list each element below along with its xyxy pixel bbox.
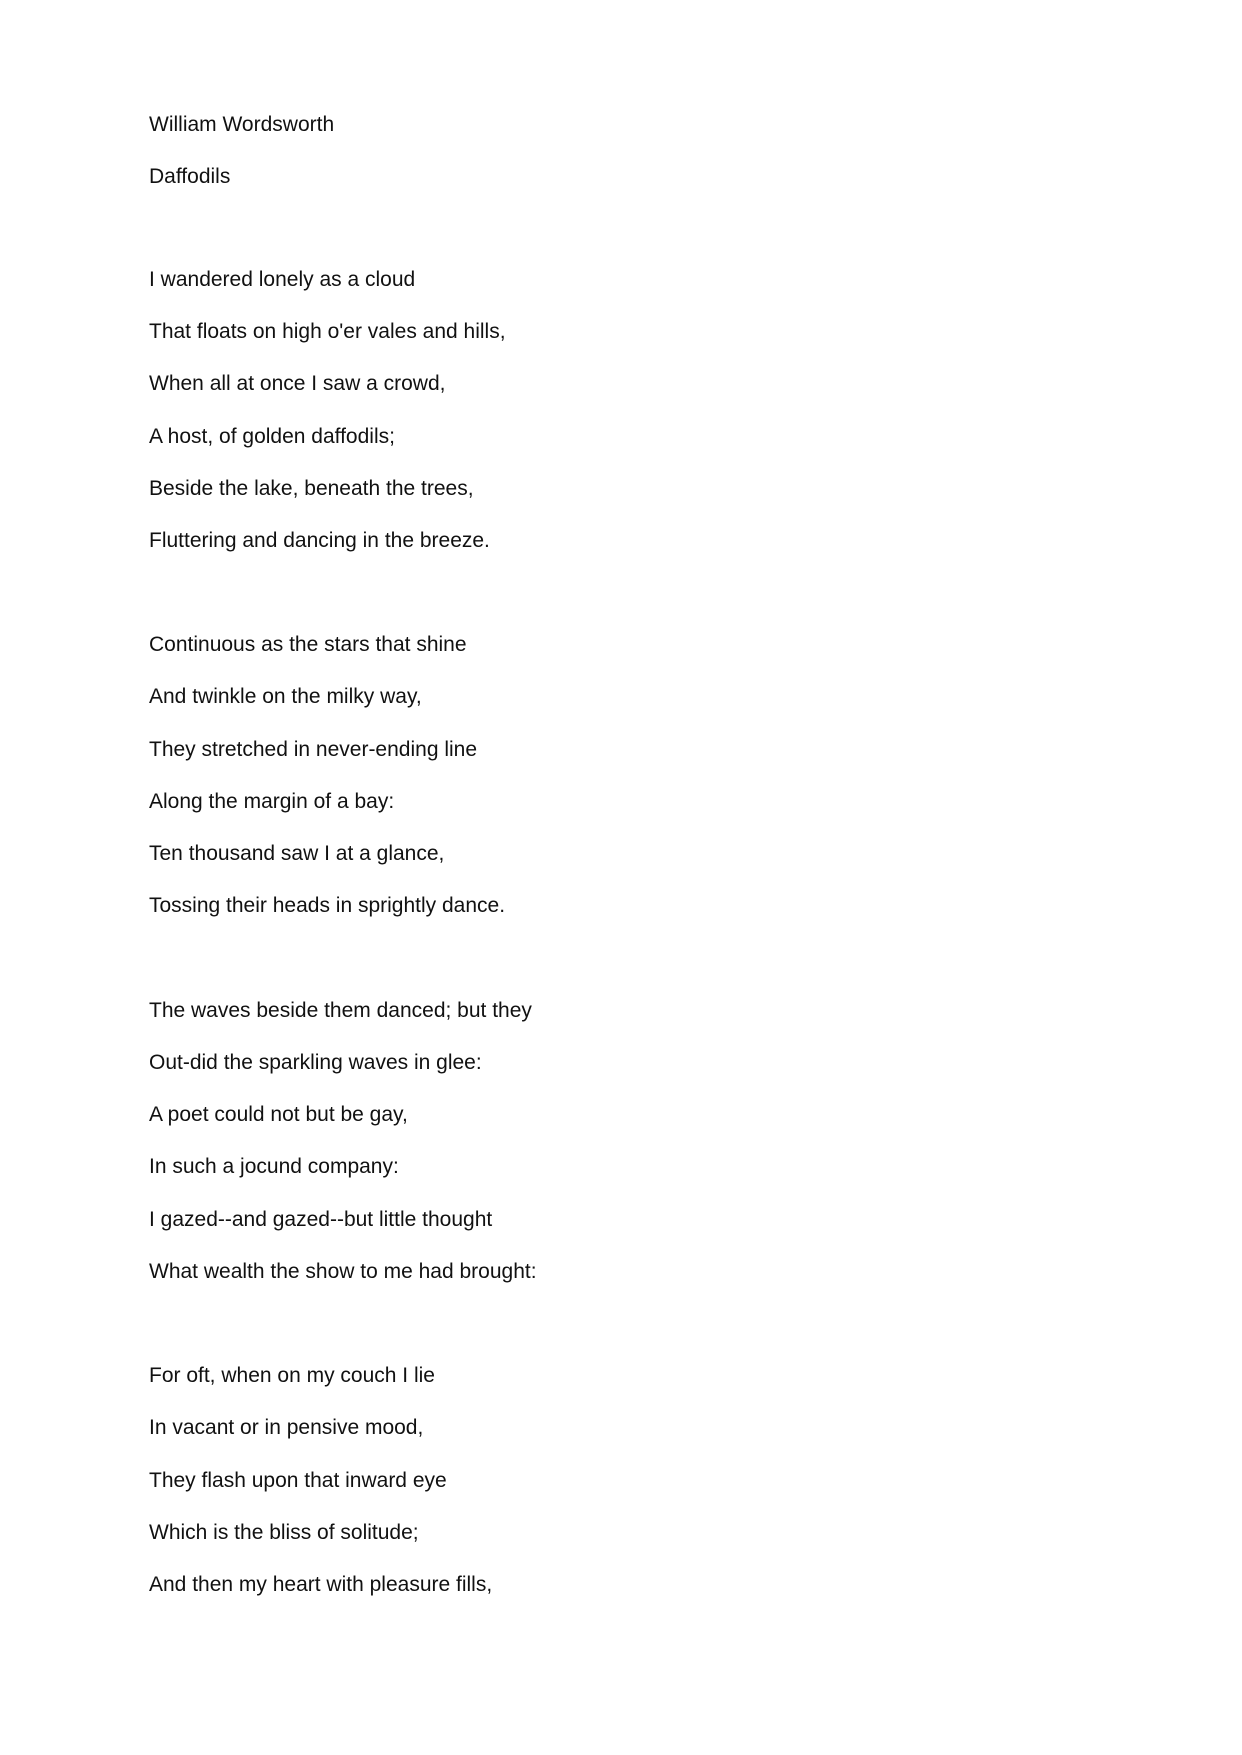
poem-line: Beside the lake, beneath the trees, bbox=[149, 477, 474, 500]
poem-line: What wealth the show to me had brought: bbox=[149, 1260, 537, 1283]
poem-line: They flash upon that inward eye bbox=[149, 1469, 447, 1492]
poem-line: And then my heart with pleasure fills, bbox=[149, 1573, 493, 1596]
poem-line: Out-did the sparkling waves in glee: bbox=[149, 1051, 482, 1074]
poem-line: They stretched in never-ending line bbox=[149, 738, 478, 761]
poem-line: Fluttering and dancing in the breeze. bbox=[149, 529, 490, 552]
poem-line: When all at once I saw a crowd, bbox=[149, 372, 446, 395]
poem-line: Along the margin of a bay: bbox=[149, 790, 395, 813]
poem-line: Tossing their heads in sprightly dance. bbox=[149, 894, 506, 917]
poem-title: Daffodils bbox=[149, 165, 231, 188]
poem-line: The waves beside them danced; but they bbox=[149, 999, 532, 1022]
poem-line: In such a jocund company: bbox=[149, 1155, 399, 1178]
poem-line: For oft, when on my couch I lie bbox=[149, 1364, 435, 1387]
poem-line: That floats on high o'er vales and hills, bbox=[149, 320, 506, 343]
poem-line: Ten thousand saw I at a glance, bbox=[149, 842, 445, 865]
poem-line: Continuous as the stars that shine bbox=[149, 633, 467, 656]
poem-author: William Wordsworth bbox=[149, 113, 335, 136]
poem-line: And twinkle on the milky way, bbox=[149, 685, 422, 708]
poem-line: Which is the bliss of solitude; bbox=[149, 1521, 419, 1544]
poem-line: In vacant or in pensive mood, bbox=[149, 1416, 424, 1439]
poem-line: I wandered lonely as a cloud bbox=[149, 268, 416, 291]
poem-line: A host, of golden daffodils; bbox=[149, 425, 395, 448]
poem-line: A poet could not but be gay, bbox=[149, 1103, 408, 1126]
poem-line: I gazed--and gazed--but little thought bbox=[149, 1208, 493, 1231]
